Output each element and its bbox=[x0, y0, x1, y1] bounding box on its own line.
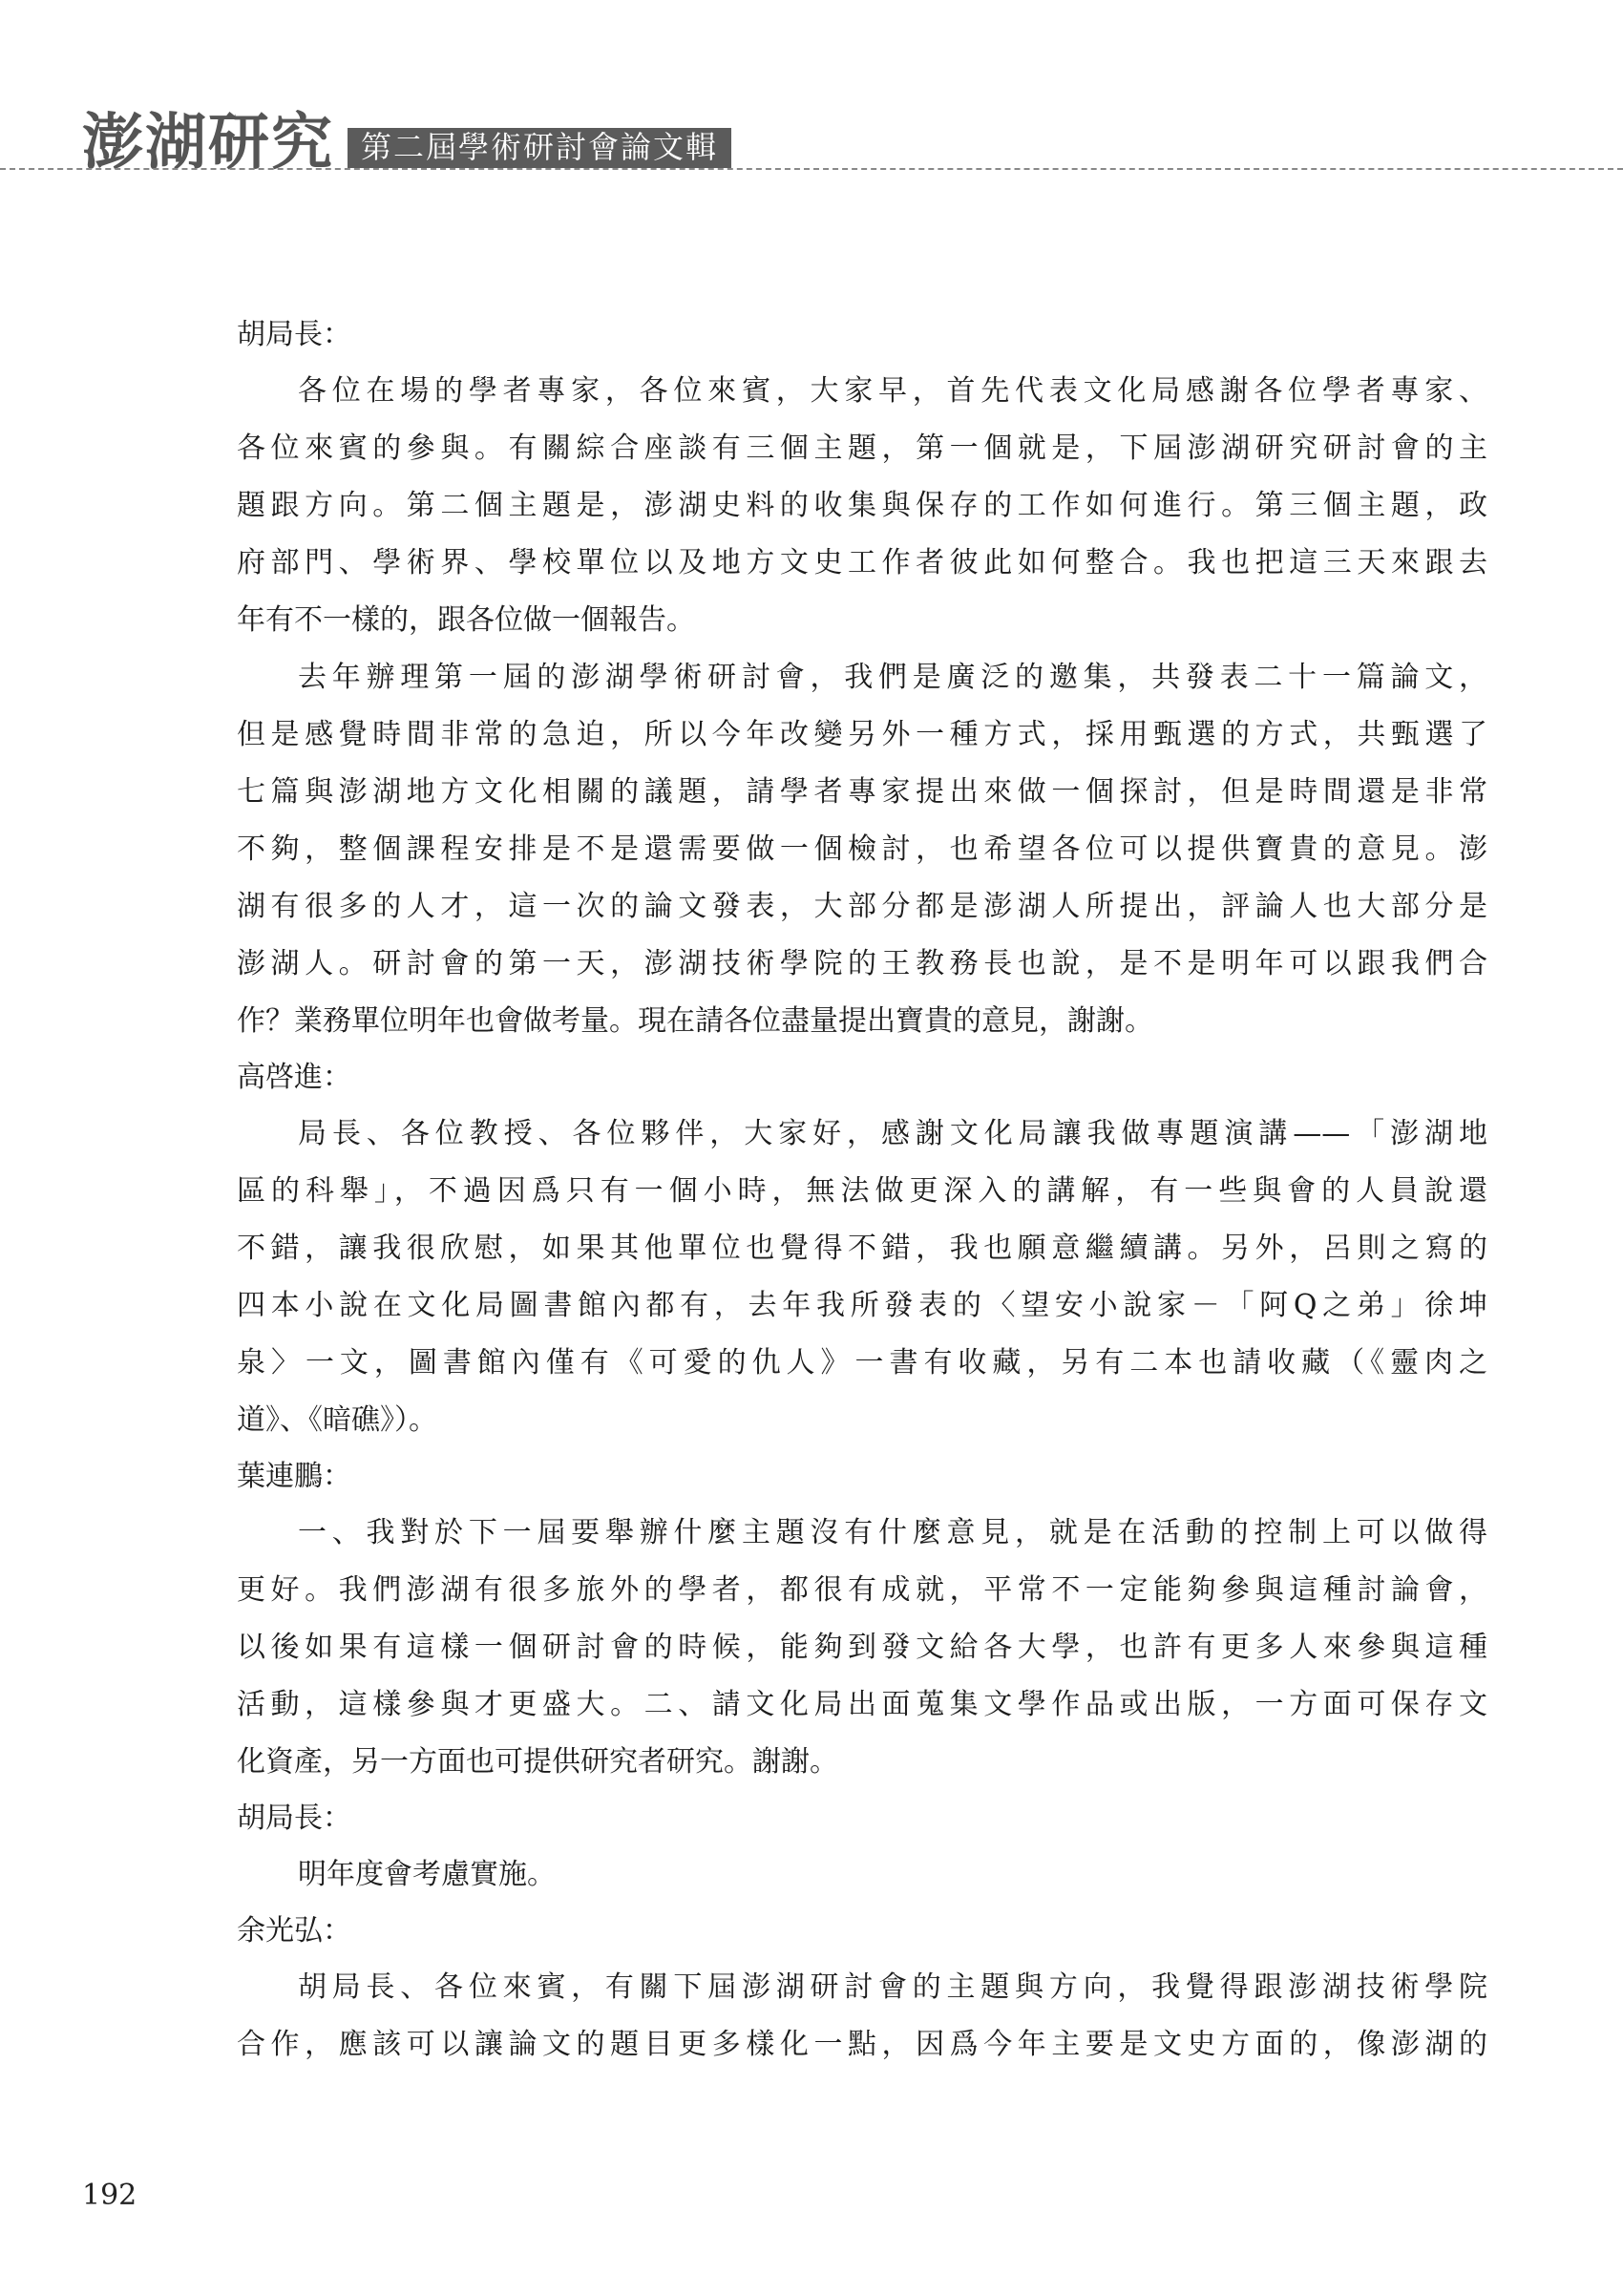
text-line: 各位來賓的參與。有關綜合座談有三個主題，第一個就是，下屆澎湖研究研討會的主 bbox=[237, 432, 1487, 465]
text-line: 澎湖人。研討會的第一天，澎湖技術學院的王教務長也說，是不是明年可以跟我們合 bbox=[237, 947, 1487, 980]
speaker-section bbox=[237, 307, 1487, 1050]
text-line: 七篇與澎湖地方文化相關的議題，請學者專家提出來做一個探討，但是時間還是非常 bbox=[237, 775, 1487, 809]
text-line: 不夠，整個課程安排是不是還需要做一個檢討，也希望各位可以提供寶貴的意見。澎 bbox=[237, 832, 1487, 866]
text-line: 局長、各位教授、各位夥伴，大家好，感謝文化局讓我做專題演講——「澎湖地 bbox=[298, 1117, 1487, 1150]
text-line: 合作，應該可以讓論文的題目更多樣化一點，因爲今年主要是文史方面的，像澎湖的 bbox=[237, 2028, 1487, 2061]
text-line: 一、我對於下一屆要舉辦什麼主題沒有什麼意見，就是在活動的控制上可以做得 bbox=[298, 1516, 1487, 1549]
paragraph bbox=[237, 1846, 1487, 1904]
journal-subtitle: 第二屆學術研討會論文輯 bbox=[348, 128, 731, 168]
header-divider bbox=[0, 168, 1623, 170]
paragraph bbox=[237, 1505, 1487, 1791]
paragraph bbox=[237, 649, 1487, 1050]
page-number: 192 bbox=[82, 2179, 137, 2212]
text-line: 明年度會考慮實施。 bbox=[298, 1858, 556, 1891]
text-line: 年有不一樣的，跟各位做一個報告。 bbox=[237, 603, 695, 637]
text-line: 泉〉一文，圖書館內僅有《可愛的仇人》一書有收藏，另有二本也請收藏（《靈肉之 bbox=[237, 1346, 1487, 1380]
running-header bbox=[82, 78, 731, 179]
speaker-section bbox=[237, 1050, 1487, 1449]
speaker-name: 胡局長： bbox=[237, 1801, 351, 1835]
text-line: 更好。我們澎湖有很多旅外的學者，都很有成就，平常不一定能夠參與這種討論會， bbox=[237, 1573, 1487, 1607]
text-line: 作？業務單位明年也會做考量。現在請各位盡量提出寶貴的意見，謝謝。 bbox=[237, 1004, 1153, 1038]
text-line: 以後如果有這樣一個研討會的時候，能夠到發文給各大學，也許有更多人來參與這種 bbox=[237, 1631, 1487, 1664]
text-line: 各位在場的學者專家，各位來賓，大家早，首先代表文化局感謝各位學者專家、 bbox=[298, 374, 1487, 408]
speaker-section bbox=[237, 1449, 1487, 1791]
speaker-name: 余光弘： bbox=[237, 1914, 351, 1948]
paragraph bbox=[237, 1959, 1487, 2074]
text-line: 題跟方向。第二個主題是，澎湖史料的收集與保存的工作如何進行。第三個主題，政 bbox=[237, 489, 1487, 522]
text-line: 四本小說在文化局圖書館內都有，去年我所發表的〈望安小說家－「阿Q之弟」徐坤 bbox=[237, 1289, 1487, 1322]
text-line: 化資產，另一方面也可提供研究者研究。謝謝。 bbox=[237, 1745, 838, 1779]
text-line: 去年辦理第一屆的澎湖學術研討會，我們是廣泛的邀集，共發表二十一篇論文， bbox=[298, 661, 1487, 694]
speaker-section bbox=[237, 1791, 1487, 1904]
journal-title: 澎湖研究 bbox=[82, 107, 334, 179]
text-line: 湖有很多的人才，這一次的論文發表，大部分都是澎湖人所提出，評論人也大部分是 bbox=[237, 890, 1487, 923]
speaker-name: 葉連鵬： bbox=[237, 1460, 351, 1493]
text-line: 府部門、學術界、學校單位以及地方文史工作者彼此如何整合。我也把這三天來跟去 bbox=[237, 546, 1487, 579]
paragraph bbox=[237, 1106, 1487, 1449]
transcript-body bbox=[237, 307, 1487, 2074]
text-line: 不錯，讓我很欣慰，如果其他單位也覺得不錯，我也願意繼續講。另外，呂則之寫的 bbox=[237, 1232, 1487, 1265]
speaker-name: 胡局長： bbox=[237, 318, 351, 351]
paragraph bbox=[237, 363, 1487, 649]
text-line: 活動，這樣參與才更盛大。二、請文化局出面蒐集文學作品或出版，一方面可保存文 bbox=[237, 1688, 1487, 1721]
text-line: 道》、《暗礁》）。 bbox=[237, 1403, 437, 1437]
text-line: 但是感覺時間非常的急迫，所以今年改變另外一種方式，採用甄選的方式，共甄選了 bbox=[237, 718, 1487, 751]
speaker-name: 高啓進： bbox=[237, 1061, 351, 1094]
text-line: 區的科舉」，不過因爲只有一個小時，無法做更深入的講解，有一些與會的人員說還 bbox=[237, 1174, 1487, 1208]
text-line: 胡局長、各位來賓，有關下屆澎湖研討會的主題與方向，我覺得跟澎湖技術學院 bbox=[298, 1970, 1487, 2004]
speaker-section bbox=[237, 1904, 1487, 2074]
